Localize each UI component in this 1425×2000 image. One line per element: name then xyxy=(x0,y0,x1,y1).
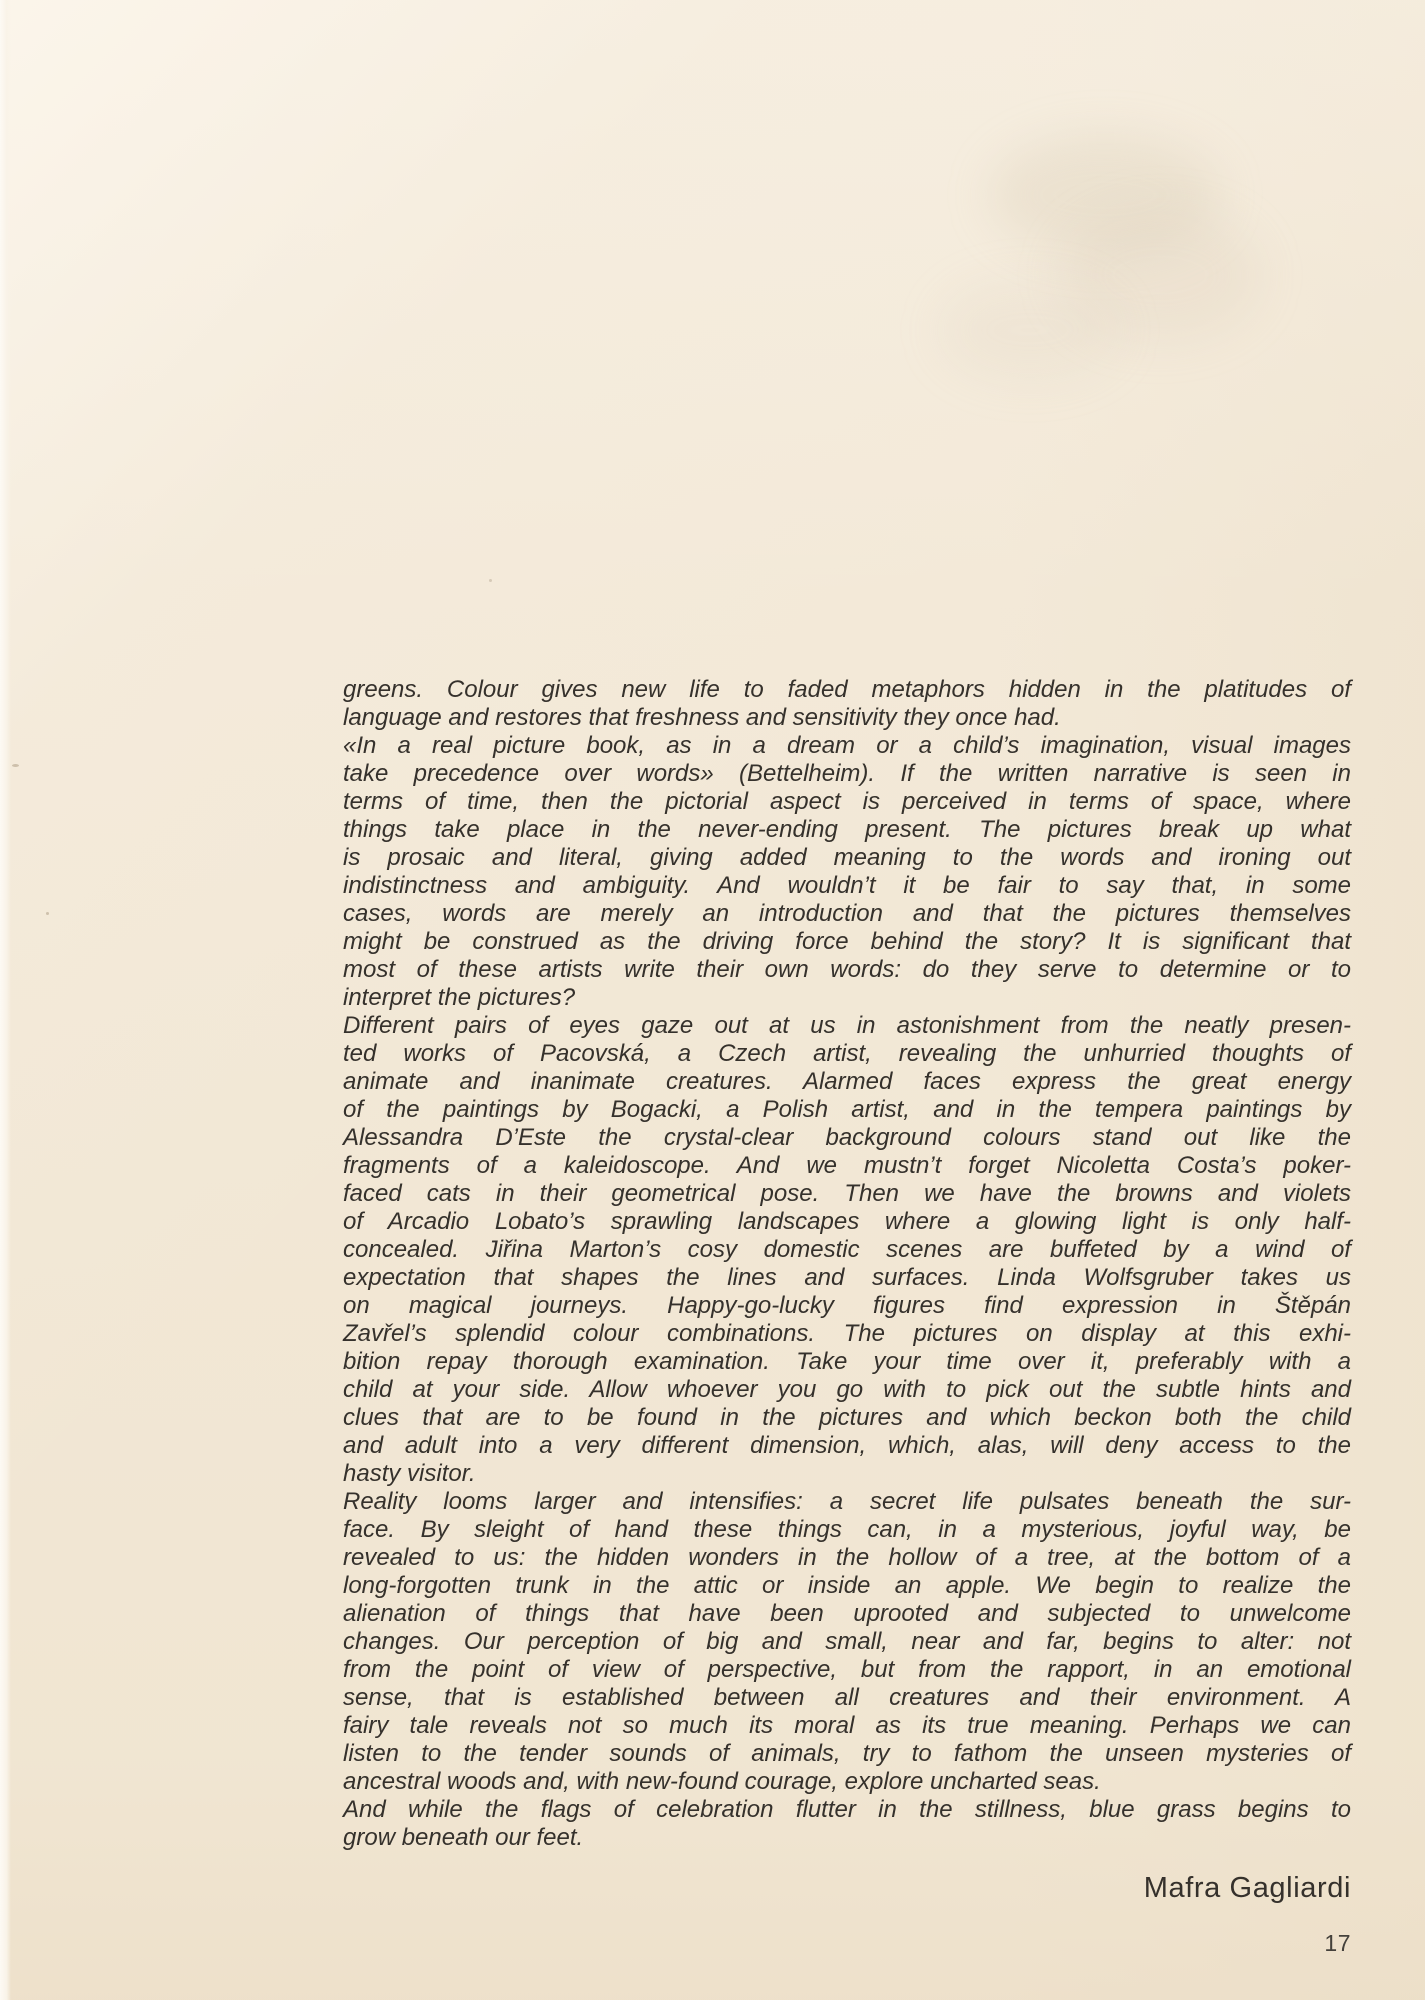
text-line: cases, words are merely an introduction and that the pictures themselves xyxy=(343,900,1351,927)
text-line: and adult into a very different dimension, which, alas, will deny access to the xyxy=(343,1432,1351,1459)
text-line: revealed to us: the hidden wonders in the hollow of a tree, at the bottom of a xyxy=(343,1544,1351,1571)
text-line: take precedence over words» (Bettelheim). If the written narrative is seen in xyxy=(343,760,1351,787)
text-line: child at your side. Allow whoever you go with to pick out the subtle hints and xyxy=(343,1376,1351,1403)
text-line: face. By sleight of hand these things can, in a mysterious, joyful way, be xyxy=(343,1516,1351,1543)
text-line: language and restores that freshness and sensitivity they once had. xyxy=(343,704,1061,731)
text-line: fragments of a kaleidoscope. And we mustn’t forget Nicoletta Costa’s poker- xyxy=(343,1152,1351,1179)
text-line: things take place in the never-ending present. The pictures break up what xyxy=(343,816,1351,843)
text-line: changes. Our perception of big and small, near and far, begins to alter: not xyxy=(343,1628,1351,1655)
text-line: long-forgotten trunk in the attic or inside an apple. We begin to realize the xyxy=(343,1572,1351,1599)
text-line: indistinctness and ambiguity. And wouldn’t it be fair to say that, in some xyxy=(343,872,1351,899)
text-line: Alessandra D’Este the crystal-clear background colours stand out like the xyxy=(343,1124,1351,1151)
text-line: sense, that is established between all creatures and their environment. A xyxy=(343,1684,1351,1711)
text-line: interpret the pictures? xyxy=(343,984,576,1011)
text-line: clues that are to be found in the pictures and which beckon both the child xyxy=(343,1404,1351,1431)
text-line: «In a real picture book, as in a dream or a child’s imagination, visual images xyxy=(343,732,1351,759)
text-line: terms of time, then the pictorial aspect is perceived in terms of space, where xyxy=(343,788,1351,815)
page-left-edge xyxy=(0,0,11,2000)
text-line: Reality looms larger and intensifies: a secret life pulsates beneath the sur- xyxy=(343,1488,1351,1515)
scan-speck xyxy=(489,579,492,582)
text-line: fairy tale reveals not so much its moral as its true meaning. Perhaps we can xyxy=(343,1712,1351,1739)
text-line: ted works of Pacovská, a Czech artist, revealing the unhurried thoughts of xyxy=(343,1040,1351,1067)
text-line: most of these artists write their own words: do they serve to determine or to xyxy=(343,956,1351,983)
text-line: faced cats in their geometrical pose. Then we have the browns and violets xyxy=(343,1180,1351,1207)
text-line: And while the flags of celebration flutter in the stillness, blue grass begins to xyxy=(343,1796,1351,1823)
bleedthrough-artifact xyxy=(940,280,1120,380)
text-line: greens. Colour gives new life to faded metaphors hidden in the platitudes of xyxy=(343,676,1351,703)
text-line: alienation of things that have been uprooted and subjected to unwelcome xyxy=(343,1600,1351,1627)
text-line: on magical journeys. Happy-go-lucky figures find expression in Štěpán xyxy=(343,1292,1351,1319)
page-number: 17 xyxy=(1324,1930,1351,1956)
text-line: expectation that shapes the lines and surfaces. Linda Wolfsgruber takes us xyxy=(343,1264,1351,1291)
scan-speck xyxy=(12,764,19,767)
text-line: of the paintings by Bogacki, a Polish artist, and in the tempera paintings by xyxy=(343,1096,1351,1123)
text-line: hasty visitor. xyxy=(343,1460,476,1487)
text-line: is prosaic and literal, giving added meaning to the words and ironing out xyxy=(343,844,1351,871)
text-line: Zavřel’s splendid colour combinations. The pictures on display at this exhi- xyxy=(343,1320,1351,1347)
text-line: might be construed as the driving force behind the story? It is significant that xyxy=(343,928,1351,955)
text-line: of Arcadio Lobato’s sprawling landscapes where a glowing light is only half- xyxy=(343,1208,1351,1235)
text-line: bition repay thorough examination. Take your time over it, preferably with a xyxy=(343,1348,1351,1375)
author-credit: Mafra Gagliardi xyxy=(1143,1872,1351,1904)
text-line: animate and inanimate creatures. Alarmed faces express the great energy xyxy=(343,1068,1351,1095)
text-line: from the point of view of perspective, but from the rapport, in an emotional xyxy=(343,1656,1351,1683)
text-line: listen to the tender sounds of animals, try to fathom the unseen mysteries of xyxy=(343,1740,1351,1767)
text-line: Different pairs of eyes gaze out at us in astonishment from the neatly presen- xyxy=(343,1012,1351,1039)
article-text-block xyxy=(343,676,1351,1852)
text-line: ancestral woods and, with new-found courage, explore uncharted seas. xyxy=(343,1768,1101,1795)
scan-speck xyxy=(46,912,49,915)
text-line: concealed. Jiřina Marton’s cosy domestic scenes are buffeted by a wind of xyxy=(343,1236,1351,1263)
text-line: grow beneath our feet. xyxy=(343,1824,584,1851)
